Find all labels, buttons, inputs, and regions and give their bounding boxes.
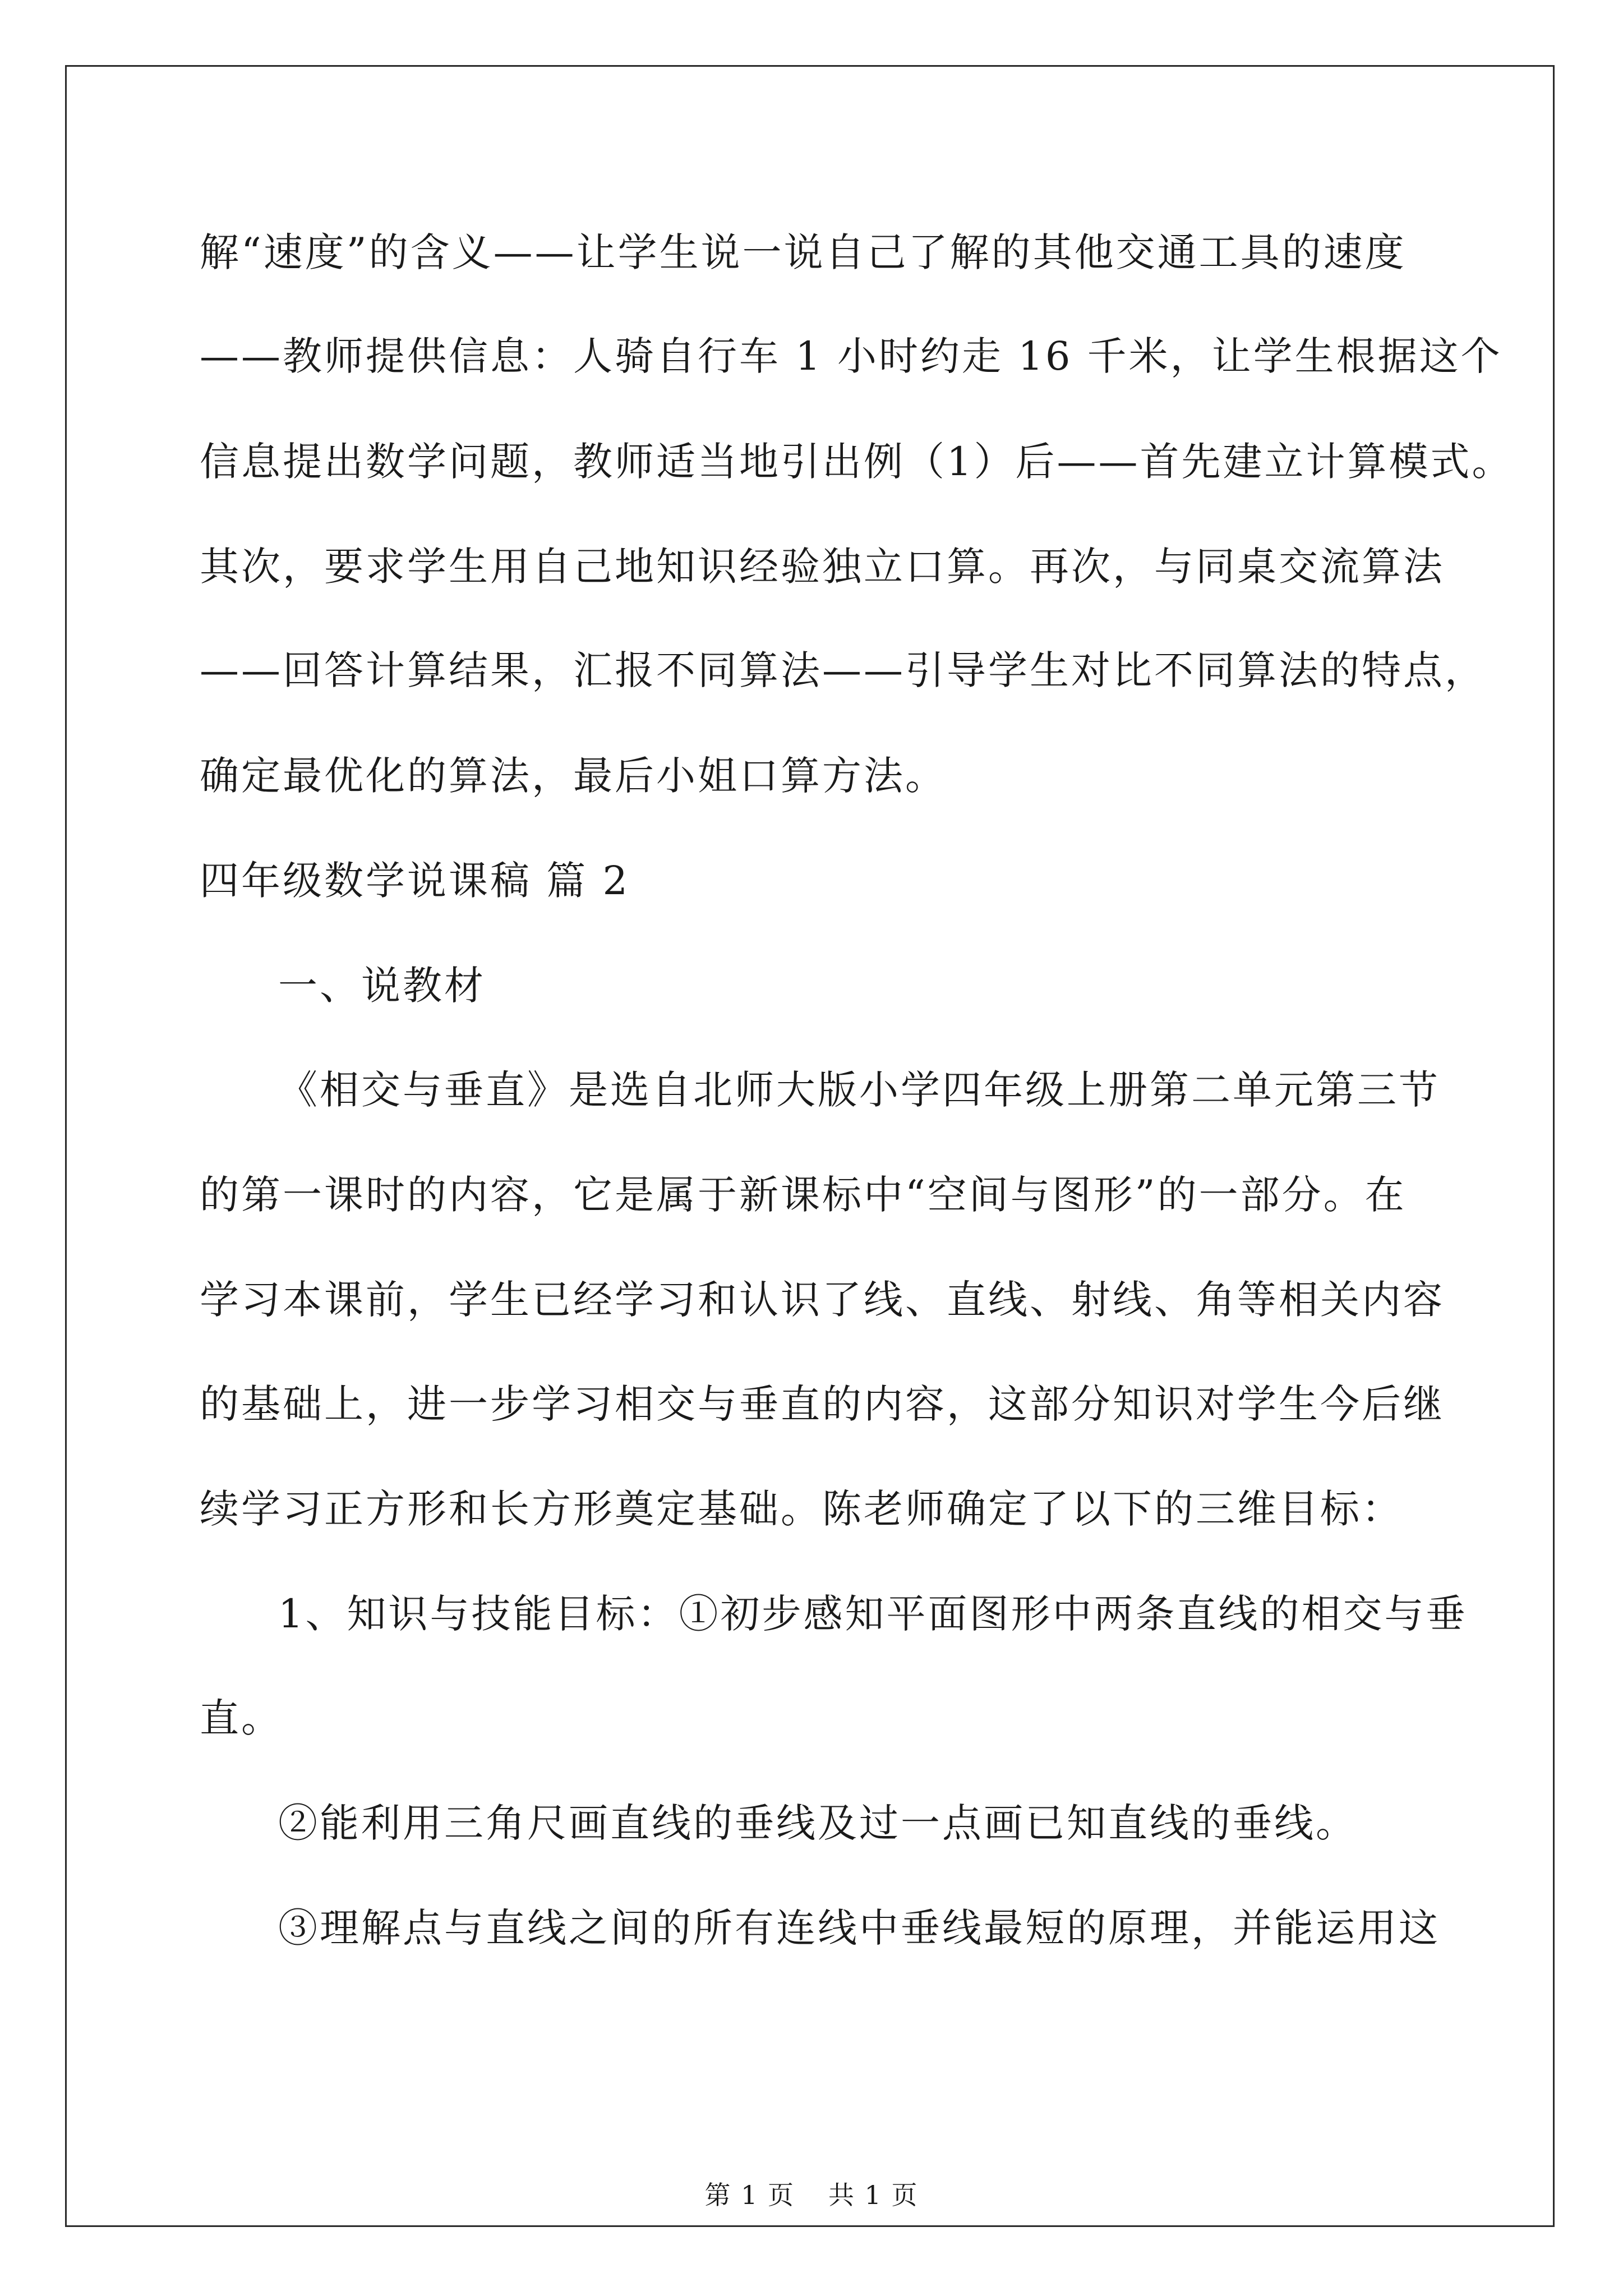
text-line-1: 解“速度”的含义——让学生说一说自己了解的其他交通工具的速度 [200,229,1407,275]
text-line-6: 确定最优化的算法，最后小姐口算方法。 [200,753,947,799]
page-border [65,65,1555,2227]
page-total: 共 1 页 [828,2180,919,2210]
text-line-5: ——回答计算结果，汇报不同算法——引导学生对比不同算法的特点， [200,647,1486,693]
text-line-3: 信息提出数学问题，教师适当地引出例（1）后——首先建立计算模式。 [200,439,1514,485]
text-line-14: 1、知识与技能目标：①初步感知平面图形中两条直线的相交与垂 [278,1591,1468,1637]
page-number: 第 1 页 [704,2180,795,2210]
section-heading: 四年级数学说课稿 篇 2 [200,858,630,904]
text-line-16: ②能利用三角尺画直线的垂线及过一点画已知直线的垂线。 [278,1800,1357,1846]
text-line-11: 学习本课前，学生已经学习和认识了线、直线、射线、角等相关内容 [200,1277,1445,1323]
text-line-10: 的第一课时的内容，它是属于新课标中“空间与图形”的一部分。在 [200,1172,1407,1218]
text-line-13: 续学习正方形和长方形奠定基础。陈老师确定了以下的三维目标： [200,1486,1403,1532]
text-line-12: 的基础上，进一步学习相交与垂直的内容，这部分知识对学生今后继 [200,1381,1445,1427]
text-line-4: 其次，要求学生用自己地知识经验独立口算。再次，与同桌交流算法 [200,544,1445,590]
text-line-9: 《相交与垂直》是选自北师大版小学四年级上册第二单元第三节 [278,1067,1440,1113]
text-line-17: ③理解点与直线之间的所有连线中垂线最短的原理，并能运用这 [278,1905,1440,1951]
subsection-heading: 一、说教材 [278,963,486,1009]
text-line-2: ——教师提供信息：人骑自行车 1 小时约走 16 千米，让学生根据这个 [200,333,1502,379]
page-footer [0,2182,1623,2208]
text-line-15: 直。 [200,1695,283,1741]
